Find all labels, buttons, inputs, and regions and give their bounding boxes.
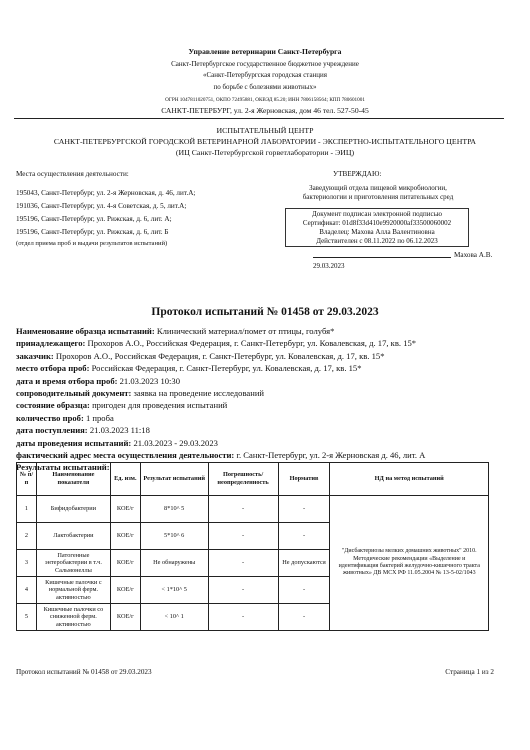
field-test-dates xyxy=(16,437,425,449)
page-number: Страница 1 из 2 xyxy=(445,668,494,676)
station-name-line1: «Санкт-Петербургская городская станция xyxy=(202,71,328,79)
field-label: количество проб: xyxy=(16,412,84,423)
cell-error: - xyxy=(208,604,278,631)
field-label: Наименование образца испытаний: xyxy=(16,326,155,336)
field-value: Российская Федерация, г. Санкт-Петербург, ул. Ковалевская, д. 17, кв. 15* xyxy=(89,363,362,374)
field-owner xyxy=(16,337,425,349)
cell-error: - xyxy=(208,496,278,523)
protocol-fields xyxy=(16,325,425,474)
cell-indicator: Лактобактерии xyxy=(36,523,110,550)
field-sample-name xyxy=(16,325,425,337)
center-title-line2: САНКТ-ПЕТЕРБУРГСКОЙ ГОРОДСКОЙ ВЕТЕРИНАРНОЙ ЛАБОРАТОРИИ - ЭКСПЕРТНО-ИСПЫТАТЕЛЬНОГО ЦЕНТРА xyxy=(53,137,477,146)
signature-owner: Владелец: Махова Алла Валентиновна xyxy=(319,228,435,236)
cell-indicator: Кишечные палочки со сниженной ферм. активностью xyxy=(36,604,110,631)
center-title-line3: (ИЦ Санкт-Петербургской горветлаборатории - ЭИЦ) xyxy=(175,148,355,157)
cell-norm: - xyxy=(278,604,330,631)
e-signature-stamp xyxy=(285,208,469,247)
cell-result: < 10^ 1 xyxy=(140,604,208,631)
cell-error: - xyxy=(208,577,278,604)
field-sampling-datetime xyxy=(16,375,425,387)
field-label: дата и время отбора проб: xyxy=(16,375,118,386)
cell-error: - xyxy=(208,550,278,577)
activity-note: (отдел приема проб и выдачи результатов испытаний) xyxy=(16,240,168,247)
field-received-date xyxy=(16,424,425,436)
column-header: Наименование показателя xyxy=(36,463,110,496)
cell-indicator: Патогенные энтеробактерии в т.ч. Сальмонеллы xyxy=(36,550,110,577)
field-value: Прохоров А.О., Российская Федерация, г. Санкт-Петербург, ул. Ковалевская, д. 17, кв. 15* xyxy=(53,350,385,361)
field-label: принадлежащего: xyxy=(16,338,86,349)
activity-address: 195196, Санкт-Петербург, ул. Рижская, д. 6, лит. Б xyxy=(16,228,169,236)
approval-role-line1: Заведующий отдела пищевой микробиологии, xyxy=(309,184,447,192)
header-divider xyxy=(14,118,504,119)
field-label: фактический адрес места осуществления деятельности: xyxy=(16,450,235,461)
signature-validity: Действителен с 08.11.2022 по 06.12.2023 xyxy=(316,237,438,245)
field-label: состояние образца: xyxy=(16,400,90,411)
table-header-row xyxy=(17,463,489,496)
activity-address: 191036, Санкт-Петербург, ул. 4-я Советская, д. 5, лит.А; xyxy=(16,202,187,210)
field-customer xyxy=(16,350,425,362)
requisites: ОГРН 1047811020751, ОКПО 72495881, ОКВЭД 85.20; ИНН 7806158564; КПП 780601001 xyxy=(165,97,365,103)
field-value: 21.03.2023 11:18 xyxy=(87,425,150,436)
cell-number: 4 xyxy=(17,577,37,604)
field-value: пригоден для проведения испытаний xyxy=(89,400,228,411)
table-row xyxy=(17,496,489,523)
approval-title: УТВЕРЖДАЮ: xyxy=(333,170,382,178)
approval-role-line2: бактериологии и приготовления питательных сред xyxy=(302,193,454,201)
cell-unit: КОЕ/г xyxy=(110,523,140,550)
activity-address: 195196, Санкт-Петербург, ул. Рижская, д. 6, лит. А; xyxy=(16,215,172,223)
signature-underline xyxy=(313,257,451,258)
field-accompanying-doc xyxy=(16,387,425,399)
cell-norm: - xyxy=(278,496,330,523)
signer-name: Махова А.В. xyxy=(454,251,493,259)
approval-date: 29.03.2023 xyxy=(313,262,345,270)
field-value: Клинический материал/помет от птицы, голубя* xyxy=(154,326,335,336)
activity-address: 195043, Санкт-Петербург, ул. 2-я Жерновская, д. 46, лит.А; xyxy=(16,189,196,197)
field-value: Прохоров А.О., Российская Федерация, г. Санкт-Петербург, ул. Ковалевская, д. 17, кв. 15* xyxy=(85,338,417,349)
field-sampling-place xyxy=(16,362,425,374)
cell-indicator: Кишечные палочки с нормальной ферм. активностью xyxy=(36,577,110,604)
cell-unit: КОЕ/г xyxy=(110,604,140,631)
cell-indicator: Бифидобактерии xyxy=(36,496,110,523)
field-value: 21.03.2023 - 29.03.2023 xyxy=(131,437,218,448)
org-address: САНКТ-ПЕТЕРБУРГ, ул. 2-я Жерновская, дом 46 тел. 527-50-45 xyxy=(161,106,369,115)
signature-certificate: Сертификат: 01d8f33d410e9920000af33500060002 xyxy=(302,219,452,227)
cell-unit: КОЕ/г xyxy=(110,496,140,523)
column-header: Норматив xyxy=(278,463,330,496)
field-value: 21.03.2023 10:30 xyxy=(117,375,181,386)
activity-heading: Места осуществления деятельности: xyxy=(16,170,129,178)
field-value: заявка на проведение исследований xyxy=(131,388,265,399)
field-sample-state xyxy=(16,399,425,411)
protocol-title: Протокол испытаний № 01458 от 29.03.2023 xyxy=(151,306,379,318)
field-label: место отбора проб: xyxy=(16,363,90,374)
field-label: Результаты испытаний: xyxy=(16,462,110,473)
cell-error: - xyxy=(208,523,278,550)
cell-number: 2 xyxy=(17,523,37,550)
cell-norm: - xyxy=(278,523,330,550)
field-label: даты проведения испытаний: xyxy=(16,437,132,448)
activity-address-list xyxy=(16,187,195,239)
field-label: заказчик: xyxy=(16,350,54,361)
field-label: сопроводительный документ: xyxy=(16,388,132,399)
column-header: НД на метод испытаний xyxy=(330,463,489,496)
cell-result: Не обнаружены xyxy=(140,550,208,577)
cell-norm: - xyxy=(278,577,330,604)
field-sample-count xyxy=(16,412,425,424)
results-table xyxy=(16,462,489,631)
field-label: дата поступления: xyxy=(16,425,88,436)
agency-name: Управление ветеринарии Санкт-Петербурга xyxy=(188,47,342,56)
cell-result: 8*10^ 5 xyxy=(140,496,208,523)
column-header: Результат испытаний xyxy=(140,463,208,496)
cell-number: 1 xyxy=(17,496,37,523)
field-value: г. Санкт-Петербург, ул. 2-я Жерновская д. 46, лит. А xyxy=(234,450,426,461)
cell-method: "Дисбактериозы мелких домашних животных" 2010. Методические рекомендации «Выделение и идентификация бактерий желудочно-кишечного тракта животных» ДВ МСХ РФ 11.05.2004 № 13-5-02/1043 xyxy=(330,496,489,631)
field-value: 1 проба xyxy=(83,412,114,423)
station-name-line2: по борьбе с болезнями животных» xyxy=(213,83,317,91)
column-header: Погрешность/ неопределенность xyxy=(208,463,278,496)
signature-line1: Документ подписан электронной подписью xyxy=(311,210,443,218)
footer-protocol-ref: Протокол испытаний № 01458 от 29.03.2023 xyxy=(16,668,152,676)
field-actual-address xyxy=(16,449,425,461)
center-title-line1: ИСПЫТАТЕЛЬНЫЙ ЦЕНТР xyxy=(216,126,314,135)
cell-number: 5 xyxy=(17,604,37,631)
cell-unit: КОЕ/г xyxy=(110,550,140,577)
column-header: № п/п xyxy=(17,463,37,496)
institution-name: Санкт-Петербургское государственное бюджетное учреждение xyxy=(171,60,359,68)
cell-result: < 1*10^ 5 xyxy=(140,577,208,604)
cell-unit: КОЕ/г xyxy=(110,577,140,604)
cell-norm: Не допускаются xyxy=(278,550,330,577)
cell-number: 3 xyxy=(17,550,37,577)
cell-result: 5*10^ 6 xyxy=(140,523,208,550)
column-header: Ед. изм. xyxy=(110,463,140,496)
